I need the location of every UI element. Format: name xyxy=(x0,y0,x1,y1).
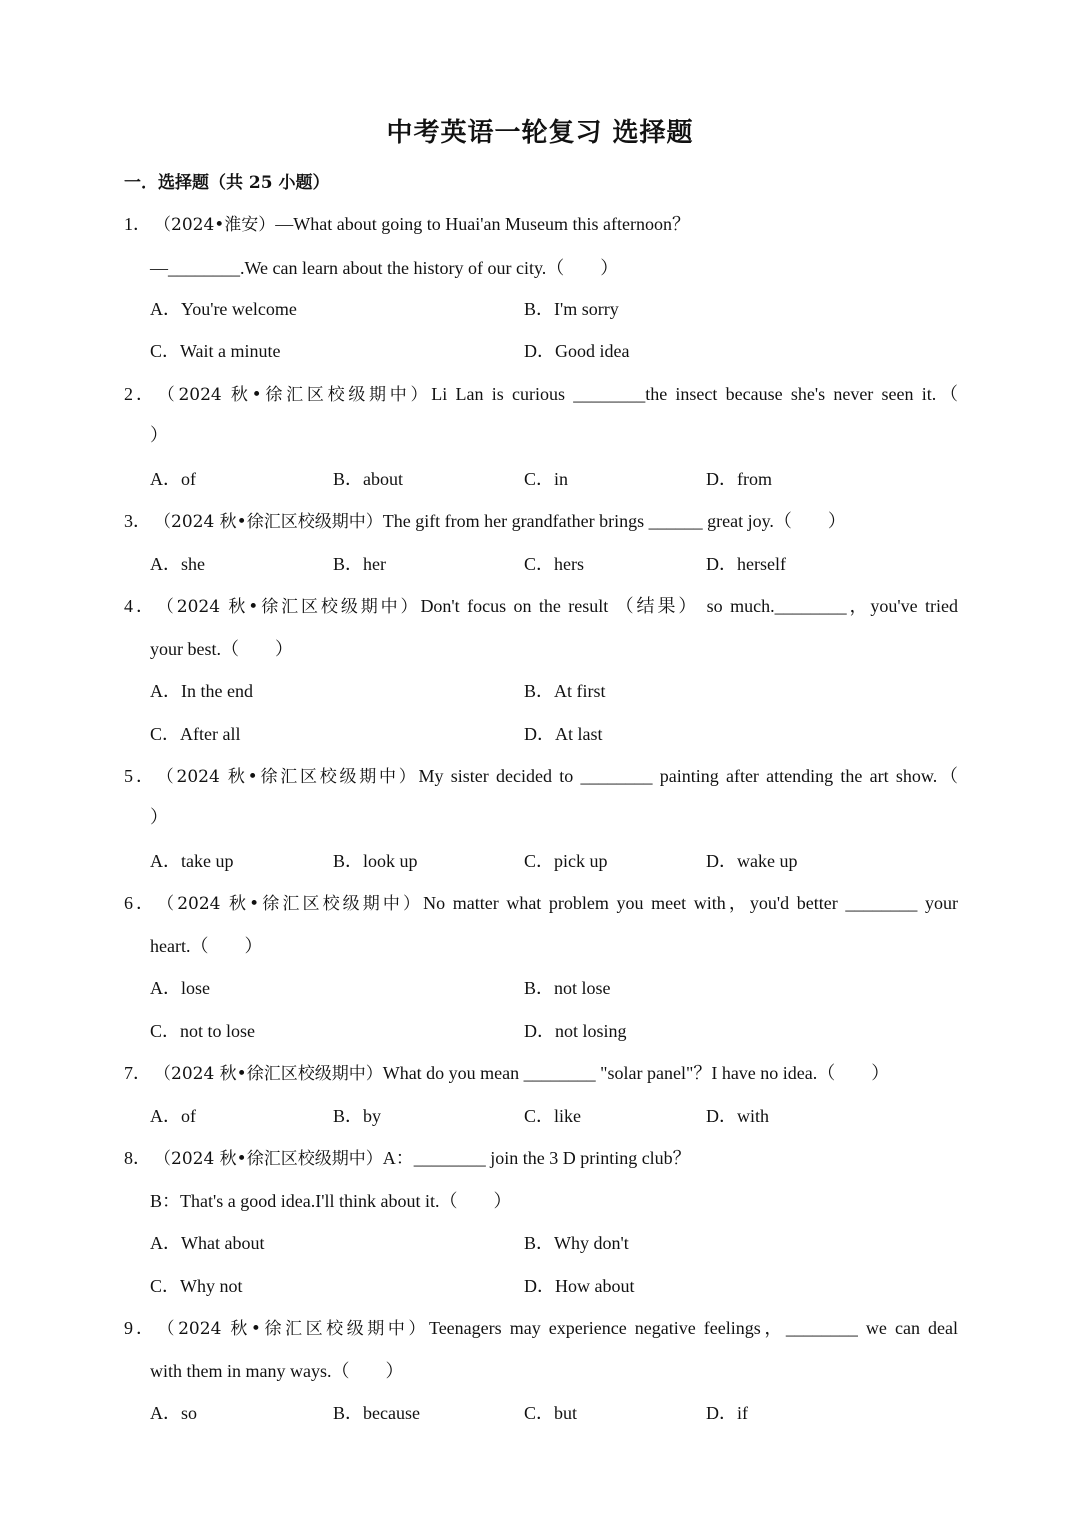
question-4 xyxy=(124,594,958,619)
question-3 xyxy=(124,509,958,534)
question-7 xyxy=(124,1061,958,1086)
option-b[interactable]: B．her xyxy=(333,554,386,574)
option-d[interactable]: D．Good idea xyxy=(524,341,630,361)
question-number: 4． xyxy=(124,596,154,616)
question-number: 6． xyxy=(124,893,154,913)
question-5 xyxy=(124,764,958,789)
option-d[interactable]: D．wake up xyxy=(706,851,798,871)
option-b[interactable]: B．At first xyxy=(524,681,606,701)
question-number: 3． xyxy=(124,511,151,531)
option-c[interactable]: C．hers xyxy=(524,554,584,574)
question-1 xyxy=(124,212,958,237)
option-b[interactable]: B．I'm sorry xyxy=(524,299,619,319)
question-text: —What about going to Huai'an Museum this afternoon？ xyxy=(275,214,690,234)
option-b[interactable]: B．look up xyxy=(333,851,418,871)
question-number: 2． xyxy=(124,384,154,404)
option-c[interactable]: C．Wait a minute xyxy=(150,341,281,361)
question-number: 5． xyxy=(124,766,154,786)
question-1-line2: —________.We can learn about the history of our city.（ ） xyxy=(150,258,619,278)
option-b[interactable]: B．because xyxy=(333,1403,420,1423)
question-text: My sister decided to ________ painting after attending the art show.（ xyxy=(418,766,958,786)
question-text: Teenagers may experience negative feelings，________ we can deal xyxy=(428,1318,958,1338)
question-source: （2024 秋•徐汇区校级期中） xyxy=(154,767,419,787)
question-2-line2: ） xyxy=(150,425,168,445)
option-a[interactable]: A．You're welcome xyxy=(150,299,297,319)
option-a[interactable]: A．of xyxy=(150,1106,196,1126)
question-8-line2: B：That's a good idea.I'll think about it.（ ） xyxy=(150,1191,512,1211)
question-text: No matter what problem you meet with，you'd better ________ your xyxy=(423,893,958,913)
question-number: 7． xyxy=(124,1063,151,1083)
option-d[interactable]: D．from xyxy=(706,469,772,489)
question-text: The gift from her grandfather brings ______ great joy.（ ） xyxy=(382,511,846,531)
question-number: 1． xyxy=(124,214,151,234)
question-9-line2: with them in many ways.（ ） xyxy=(150,1361,404,1381)
question-8 xyxy=(124,1146,958,1171)
section-heading: 一．选择题（共 25 小题） xyxy=(124,173,330,193)
question-2 xyxy=(124,382,958,407)
option-c[interactable]: C．Why not xyxy=(150,1276,243,1296)
question-number: 9． xyxy=(124,1318,154,1338)
question-5-line2: ） xyxy=(150,807,168,827)
option-a[interactable]: A．she xyxy=(150,554,205,574)
option-c[interactable]: C．After all xyxy=(150,724,241,744)
option-a[interactable]: A．lose xyxy=(150,978,210,998)
question-4-line2: your best.（ ） xyxy=(150,639,293,659)
option-a[interactable]: A．In the end xyxy=(150,681,253,701)
question-text: What do you mean ________ "solar panel"？I have no idea.（ ） xyxy=(382,1063,890,1083)
option-d[interactable]: D．if xyxy=(706,1403,748,1423)
question-text: Li Lan is curious ________the insect because she's never seen it.（ xyxy=(431,384,958,404)
question-6 xyxy=(124,891,958,916)
question-source: （2024 秋•徐汇区校级期中） xyxy=(154,385,432,405)
option-b[interactable]: B．by xyxy=(333,1106,382,1126)
page-title: 中考英语一轮复习 选择题 xyxy=(386,118,694,148)
question-number: 8． xyxy=(124,1148,151,1168)
option-b[interactable]: B．Why don't xyxy=(524,1233,629,1253)
option-b[interactable]: B．about xyxy=(333,469,403,489)
question-source: （2024 秋•徐汇区校级期中） xyxy=(154,1064,383,1084)
question-source: （2024 秋•徐汇区校级期中） xyxy=(154,512,383,532)
option-d[interactable]: D．How about xyxy=(524,1276,635,1296)
option-c[interactable]: C．like xyxy=(524,1106,581,1126)
question-source: （2024 秋•徐汇区校级期中） xyxy=(154,894,424,914)
question-text: A：________ join the 3 D printing club？ xyxy=(382,1148,691,1168)
question-text: Don't focus on the result （结果） so much.________，you've tried xyxy=(420,596,958,616)
question-6-line2: heart.（ ） xyxy=(150,936,263,956)
question-source: （2024 秋•徐汇区校级期中） xyxy=(154,597,421,617)
option-c[interactable]: C．in xyxy=(524,469,569,489)
question-source: （2024•淮安） xyxy=(154,215,276,235)
option-d[interactable]: D．with xyxy=(706,1106,769,1126)
question-source: （2024 秋•徐汇区校级期中） xyxy=(154,1319,429,1339)
option-d[interactable]: D．At last xyxy=(524,724,603,744)
option-a[interactable]: A．so xyxy=(150,1403,198,1423)
option-a[interactable]: A．What about xyxy=(150,1233,265,1253)
option-a[interactable]: A．of xyxy=(150,469,196,489)
question-9 xyxy=(124,1316,958,1341)
option-c[interactable]: C．not to lose xyxy=(150,1021,256,1041)
option-d[interactable]: D．herself xyxy=(706,554,786,574)
option-c[interactable]: C．but xyxy=(524,1403,578,1423)
option-c[interactable]: C．pick up xyxy=(524,851,608,871)
option-a[interactable]: A．take up xyxy=(150,851,234,871)
option-b[interactable]: B．not lose xyxy=(524,978,611,998)
option-d[interactable]: D．not losing xyxy=(524,1021,627,1041)
question-source: （2024 秋•徐汇区校级期中） xyxy=(154,1149,383,1169)
